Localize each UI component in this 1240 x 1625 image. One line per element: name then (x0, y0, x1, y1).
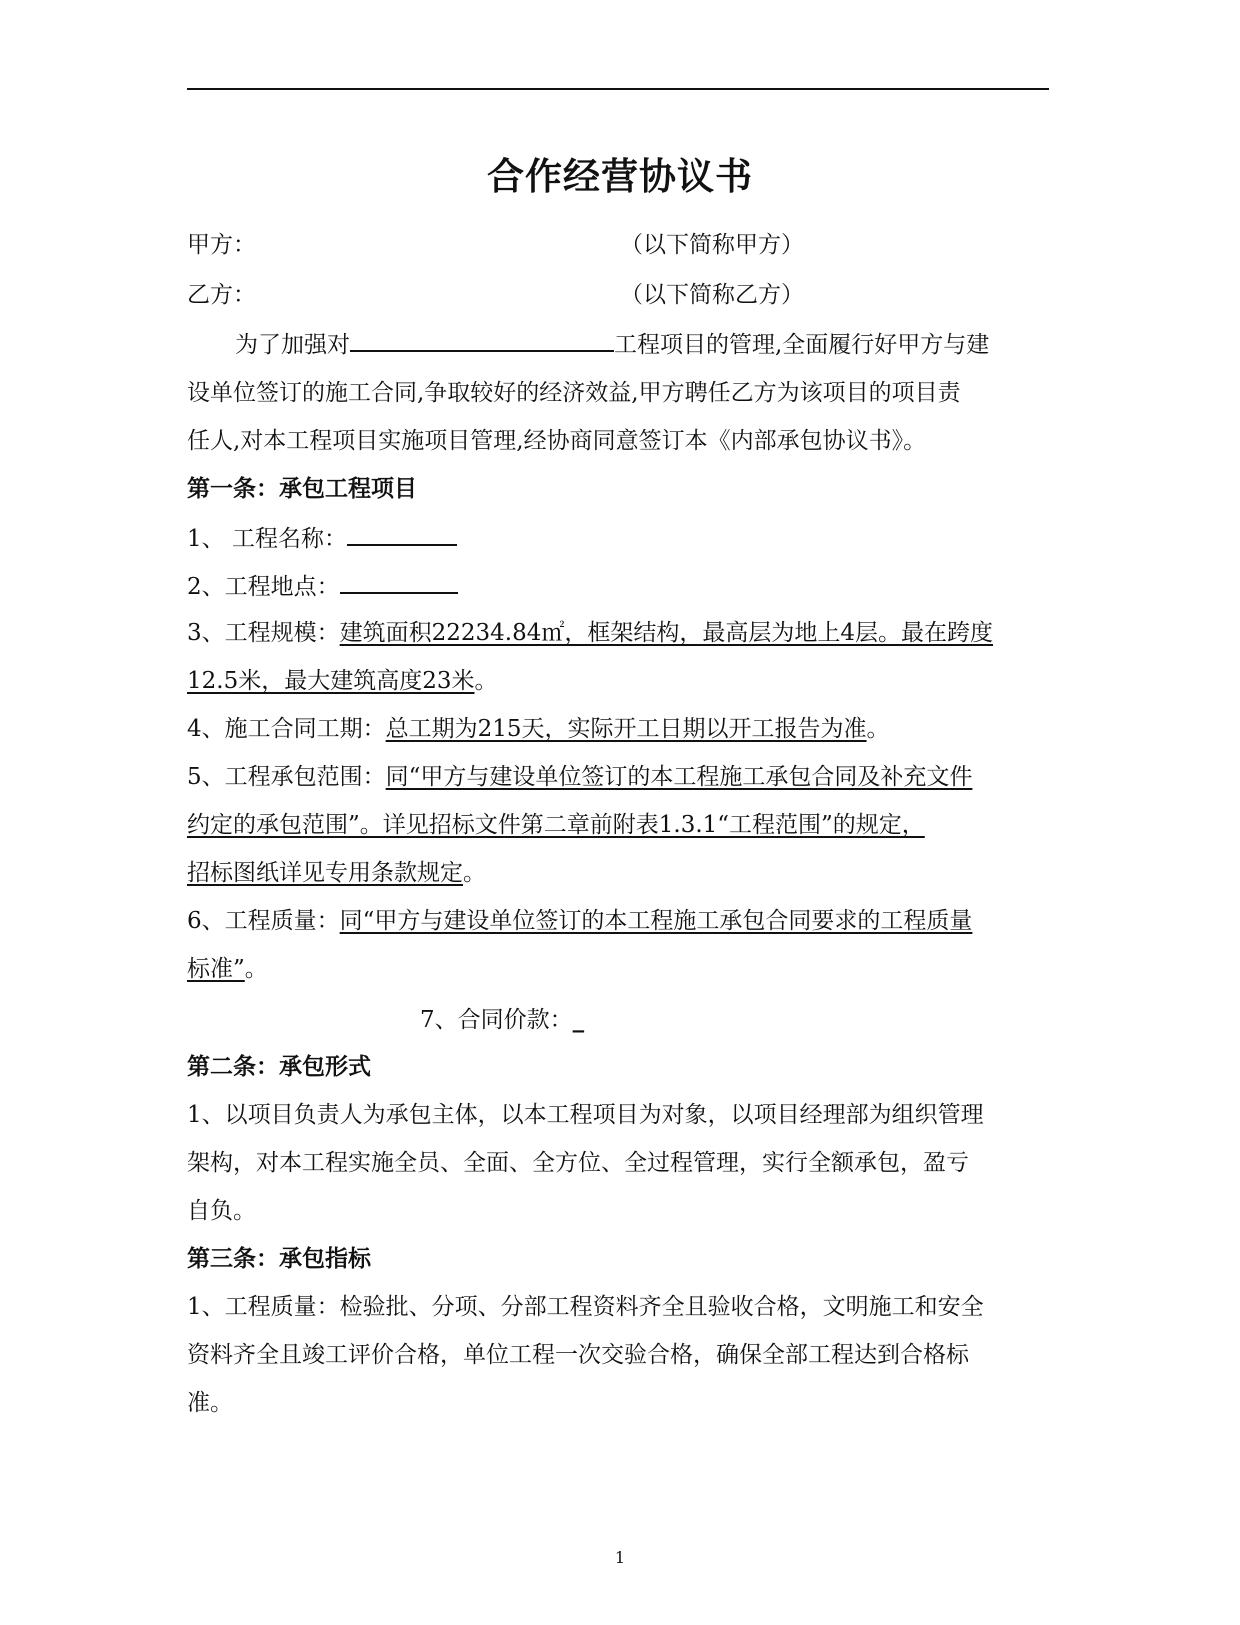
article1-item3-line1 (187, 620, 1049, 648)
project-name-blank (350, 330, 614, 352)
intro-line1-rest: 工程项目的管理,全面履行好甲方与建 (614, 332, 990, 358)
article2-line-2: 架构，对本工程实施全员、全面、全方位、全过程管理，实行全额承包，盈亏 (187, 1150, 969, 1176)
party-b-note: （以下简称乙方） (620, 282, 804, 308)
intro-line-1 (187, 330, 1049, 360)
item7-blank: _ (572, 1006, 585, 1033)
item3-value-line1: 建筑面积22234.84㎡，框架结构，最高层为地上4层。最在跨度 (339, 620, 994, 646)
item6-value-line1: 同“甲方与建设单位签订的本工程施工承包合同要求的工程质量 (339, 908, 973, 934)
item5-label: 5、工程承包范围： (187, 764, 386, 790)
article1-item3-line2 (187, 668, 1049, 696)
article3-line-3: 准。 (187, 1390, 233, 1416)
article1-item5-line1 (187, 764, 1049, 792)
article1-item5-line2 (187, 812, 1049, 840)
article1-item2 (187, 572, 1049, 602)
article1-item6-line1 (187, 908, 1049, 936)
article1-item1 (187, 524, 1049, 554)
article2-heading: 第二条：承包形式 (187, 1054, 371, 1080)
item3-value-line2: 12.5米，最大建筑高度23米 (187, 668, 475, 694)
project-name-field-blank (347, 524, 457, 546)
party-a-line (187, 232, 1049, 260)
article1-item6-line2 (187, 956, 1049, 984)
article1-item7 (420, 1006, 820, 1035)
item4-label: 4、施工合同工期： (187, 716, 386, 742)
article1-item4 (187, 716, 1049, 744)
item5-end: 。 (463, 860, 486, 886)
item4-end: 。 (866, 716, 890, 742)
article2-line-1: 1、以项目负责人为承包主体，以本工程项目为对象，以项目经理部为组织管理 (187, 1102, 984, 1128)
article3-heading: 第三条：承包指标 (187, 1246, 371, 1272)
item2-label: 2、工程地点： (187, 574, 340, 600)
item5-value-line1: 同“甲方与建设单位签订的本工程施工承包合同及补充文件 (385, 764, 973, 790)
project-location-blank (340, 572, 458, 594)
item4-value: 总工期为215天，实际开工日期以开工报告为准 (385, 716, 867, 742)
intro-line-2: 设单位签订的施工合同,争取较好的经济效益,甲方聘任乙方为该项目的项目责 (187, 380, 961, 406)
item7-label: 7、合同价款： (420, 1007, 573, 1033)
item5-value-line3: 招标图纸详见专用条款规定 (187, 860, 463, 886)
article2-line-3: 自负。 (187, 1198, 256, 1224)
item6-label: 6、工程质量： (187, 908, 340, 934)
header-rule (187, 88, 1049, 90)
party-b-label: 乙方： (187, 282, 256, 308)
article1-heading: 第一条：承包工程项目 (187, 476, 417, 502)
intro-prefix: 为了加强对 (235, 332, 350, 358)
document-title: 合作经营协议书 (487, 155, 753, 198)
article3-line-2: 资料齐全且竣工评价合格，单位工程一次交验合格，确保全部工程达到合格标 (187, 1342, 969, 1368)
item3-label: 3、工程规模： (187, 620, 340, 646)
item1-label: 1、 工程名称： (187, 526, 347, 552)
intro-line-3: 任人,对本工程项目实施项目管理,经协商同意签订本《内部承包协议书》。 (187, 428, 927, 454)
party-a-note: （以下简称甲方） (620, 232, 804, 258)
article1-item5-line3 (187, 860, 1049, 888)
party-b-line (187, 282, 1049, 310)
article3-line-1: 1、工程质量：检验批、分项、分部工程资料齐全且验收合格，文明施工和安全 (187, 1294, 984, 1320)
item3-end: 。 (474, 668, 498, 694)
item6-value-line2: 标准” (187, 956, 245, 982)
item5-value-line2: 约定的承包范围”。详见招标文件第二章前附表1.3.1“工程范围”的规定， (187, 812, 925, 838)
item6-end: 。 (244, 956, 268, 982)
party-a-label: 甲方： (187, 232, 256, 258)
page-number: 1 (614, 1548, 626, 1567)
